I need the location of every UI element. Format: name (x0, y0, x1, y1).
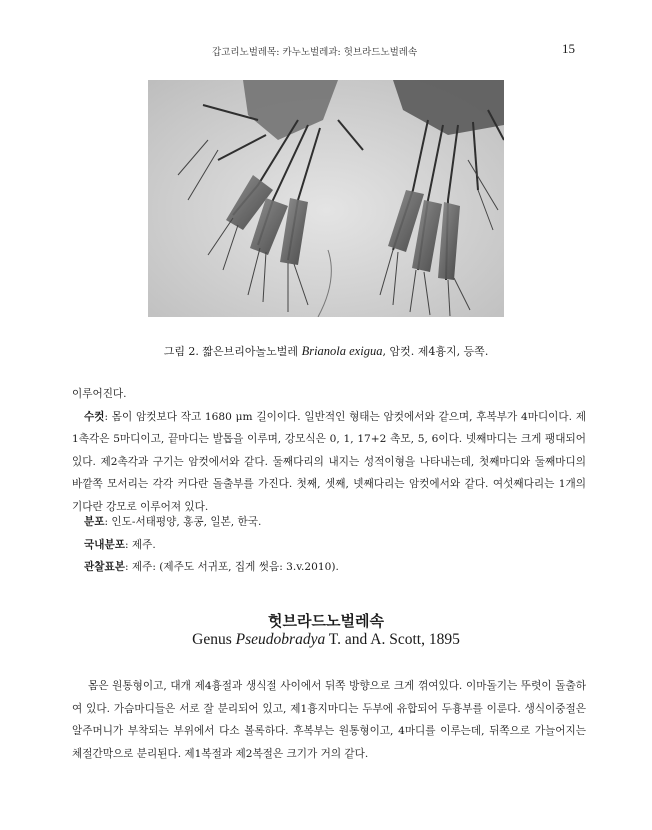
distribution-label: 분포 (84, 516, 105, 528)
genus-description-text: 몸은 원통형이고, 대개 제4흉절과 생식절 사이에서 뒤쪽 방향으로 크게 꺾여있다. 이마돌기는 뚜렷이 돌출하여 있다. 가슴마디들은 서로 잘 분리되어 있고, 제1흉지마디는 두부에 유합되어 두흉부를 이룬다. 생식이중절은 알주머니가 부착되는 부위에서 다소 볼록하다. 후복부는 원통형이고, 4마디를 이루는데, 뒤쪽으로 가늘어지는 체절간막으로 분리된다. 제1복절과 제2복절은 크기가 거의 같다. (72, 680, 586, 760)
genus-latin-heading (0, 631, 652, 649)
paragraph-opening: 이루어진다. (72, 388, 127, 400)
caption-prefix: 그림 2. 짧은브리아놀노벌레 (163, 345, 302, 358)
caption-suffix: , 암컷. 제4흉지, 등쪽. (382, 345, 489, 358)
genus-latin-name: Pseudobradya (235, 631, 326, 648)
examined-label: 관찰표본 (84, 561, 125, 574)
genus-prefix: Genus (192, 631, 236, 648)
specimen-info-list (84, 511, 339, 579)
description-paragraph-male (72, 383, 586, 519)
figure-caption (0, 343, 652, 359)
running-title: 갑고리노벌레목: 카누노벌레과: 헛브라드노벌레속 (212, 47, 418, 58)
page-number: 15 (562, 41, 575, 56)
micrograph-figure (148, 80, 504, 317)
domestic-value: : 제주. (124, 538, 156, 551)
male-label: 수컷 (84, 410, 105, 423)
genus-authority: T. and A. Scott, 1895 (325, 631, 460, 648)
domestic-label: 국내분포 (84, 538, 125, 551)
micrograph-image (148, 80, 504, 317)
examined-material-row (84, 556, 339, 579)
male-description: : 몸이 암컷보다 작고 1680 μm 길이이다. 일반적인 형태는 암컷에서와 같으며, 후복부가 4마디이다. 제1촉각은 5마디이고, 끝마디는 발톱을 이루며, 강모식은 0, 1, 17+2 촉모, 5, 6이다. 넷째마디는 크게 팽대되어 있다. 제2촉각과 구기는 암컷에서와 같다. 둘째다리의 내지는 성적이형을 나타내는데, 첫째마디와 둘째마디의 바깥쪽 모서리는 각각 커다란 돌출부를 가진다. 첫째, 셋째, 넷째다리는 암컷에서와 같다. 여섯째다리는 1개의 기다란 강모로 이루어져 있다. (72, 410, 586, 513)
caption-species: Brianola exigua (301, 344, 383, 358)
genus-korean-heading: 헛브라드노벌레속 (268, 612, 384, 630)
distribution-row (84, 511, 339, 534)
examined-value: : 제주: (제주도 서귀포, 집게 썻음: 3.v.2010). (124, 561, 339, 574)
domestic-distribution-row (84, 534, 339, 557)
genus-description-paragraph (72, 675, 586, 765)
distribution-value: : 인도-서태평양, 홍콩, 일본, 한국. (104, 516, 262, 528)
